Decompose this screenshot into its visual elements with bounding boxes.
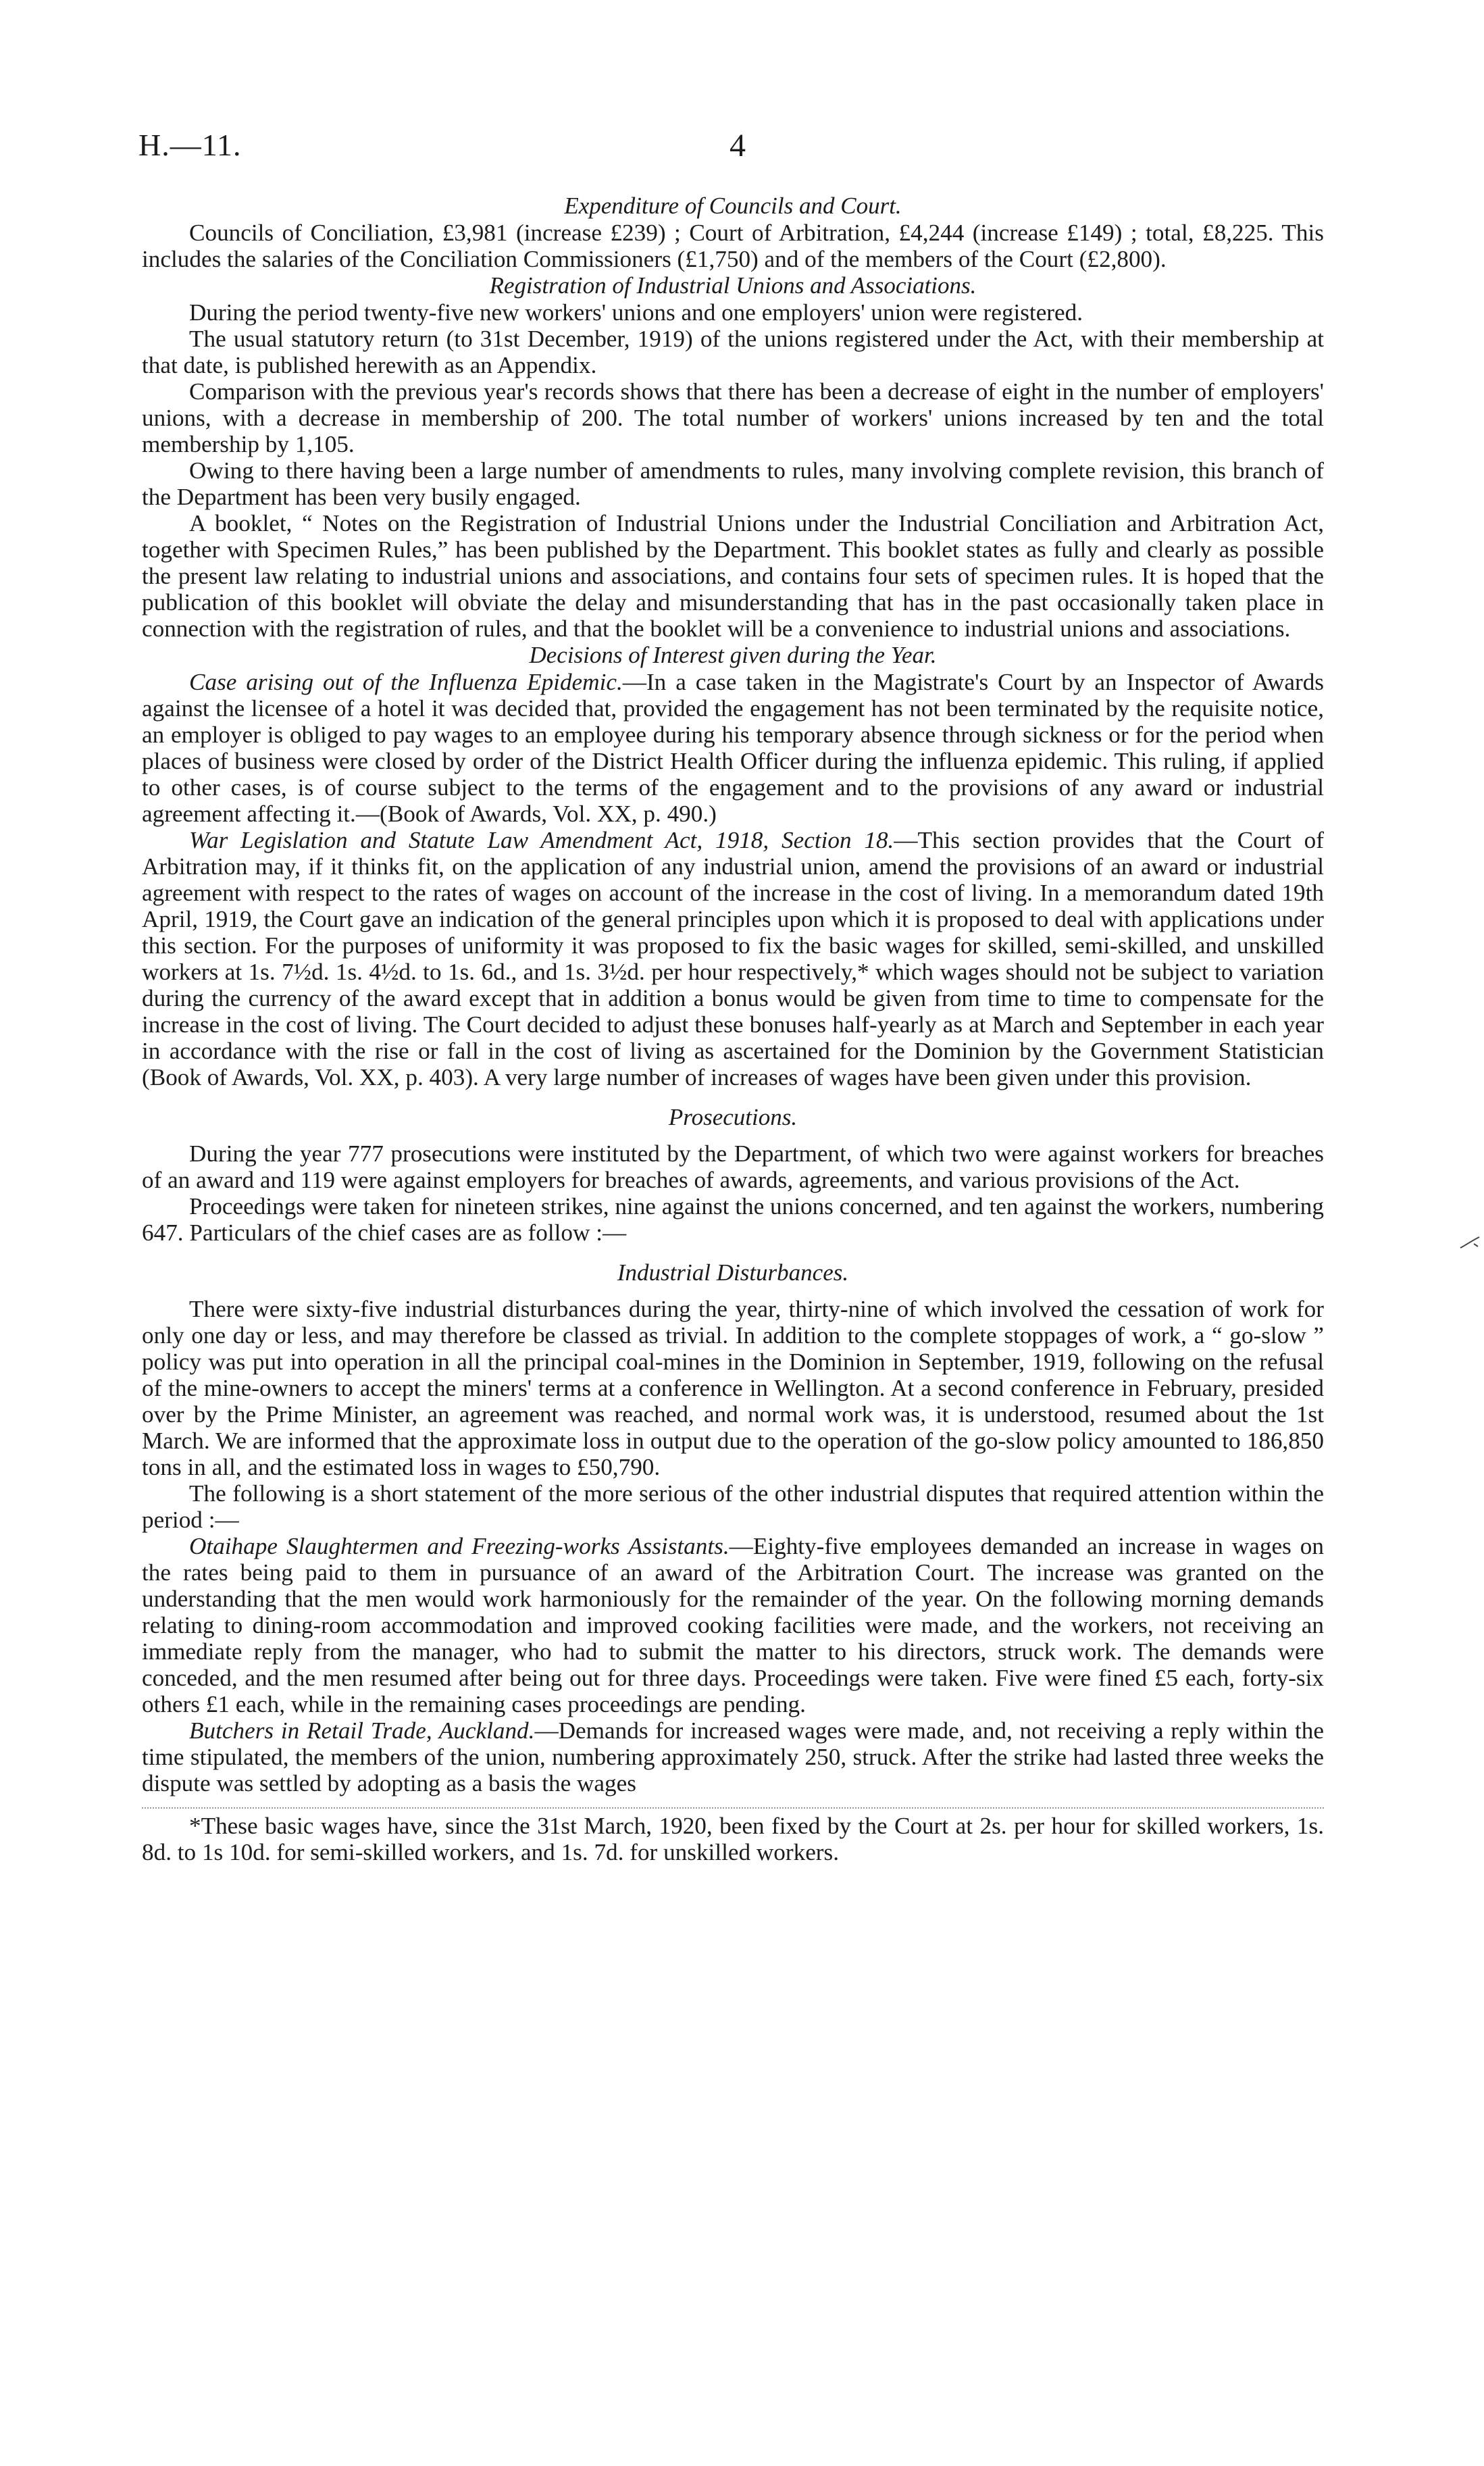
paragraph: Comparison with the previous year's records shows that there has been a decrease of eight in the number of employers' unions, with a decrease in membership of 200. The total number of workers' unions increased by ten and the total membership by 1,105. [142, 378, 1324, 457]
section-heading-decisions: Decisions of Interest given during the Year. [529, 642, 937, 668]
paragraph: During the period twenty-five new workers' unions and one employers' union were registered. [189, 299, 1083, 326]
paragraph [142, 1533, 1324, 1717]
paragraph: During the year 777 prosecutions were instituted by the Department, of which two were against workers for breaches of an award and 119 were against employers for breaches of awards, agreements, and various provisions of the Act. [142, 1140, 1324, 1193]
footnote-divider [142, 1807, 1324, 1809]
paragraph-text: —This section provides that the Court of Arbitration may, if it thinks fit, on the application of any industrial union, amend the provisions of an award or industrial agreement with respect to the rates of wages on account of the increase in the cost of living. In a memorandum dated 19th April, 1919, the Court gave an indication of the general principles upon which it is proposed to deal with applications under this section. For the purposes of uniformity it was proposed to fix the basic wages for skilled, semi-skilled, and unskilled workers at 1s. 7½d. 1s. 4½d. to 1s. 6d., and 1s. 3½d. per hour respectively,* which wages should not be subject to variation during the currency of the award except that in addition a bonus would be given from time to time to compensate for the increase in the cost of living. The Court decided to adjust these bonuses half-yearly as at March and September in each year in accordance with the rise or fall in the cost of living as ascertained for the Dominion by the Government Statistician (Book of Awards, Vol. XX, p. 403). A very large number of increases of wages have been given under this provision. [142, 827, 1324, 1090]
page-number: 4 [730, 128, 746, 163]
paragraph-lead: Case arising out of the Influenza Epidemic. [189, 669, 623, 695]
page-body [142, 193, 1324, 1865]
paragraph: The following is a short statement of the more serious of the other industrial disputes that required attention within the period :— [142, 1480, 1324, 1533]
paragraph: Councils of Conciliation, £3,981 (increase £239) ; Court of Arbitration, £4,244 (increase £149) ; total, £8,225. This includes the salaries of the Conciliation Commissioners (£1,750) and of the members of the Court (£2,800). [142, 220, 1324, 272]
paragraph-lead: Butchers in Retail Trade, Auckland. [189, 1717, 535, 1744]
document-reference: H.—11. [138, 128, 242, 162]
paragraph-text: —Eighty-five employees demanded an increase in wages on the rates being paid to them in pursuance of an award of the Arbitration Court. The increase was granted on the understanding that the men would work harmoniously for the remainder of the year. On the following morning demands relating to dining-room accommodation and improved cooking facilities were made, and the workers, not receiving an immediate reply from the manager, who had to submit the matter to his directors, struck work. The demands were conceded, and the men resumed after being out for three days. Proceedings were taken. Five were fined £5 each, forty-six others £1 each, while in the remaining cases proceedings are pending. [142, 1533, 1324, 1717]
paragraph-lead: War Legislation and Statute Law Amendment Act, 1918, Section 18. [189, 827, 894, 853]
paragraph: Proceedings were taken for nineteen strikes, nine against the unions concerned, and ten against the workers, numbering 647. Particulars of the chief cases are as follow :— [142, 1193, 1324, 1246]
paragraph [142, 669, 1324, 827]
section-heading-prosecutions: Prosecutions. [668, 1104, 798, 1130]
paragraph-lead: Otaihape Slaughtermen and Freezing-works Assistants. [189, 1533, 730, 1559]
margin-mark-icon [1458, 1233, 1482, 1252]
paragraph [142, 827, 1324, 1090]
paragraph-text: —In a case taken in the Magistrate's Court by an Inspector of Awards against the licensee of a hotel it was decided that, provided the engagement has not been terminated by the requisite notice, an employer is obliged to pay wages to an employee during his temporary absence through sickness or for the period when places of business were closed by order of the District Health Officer during the influenza epidemic. This ruling, if applied to other cases, is of course subject to the terms of the engagement and to the provisions of any award or industrial agreement affecting it.—(Book of Awards, Vol. XX, p. 490.) [142, 669, 1324, 827]
section-heading-registration: Registration of Industrial Unions and Associations. [489, 272, 977, 299]
paragraph: A booklet, “ Notes on the Registration of Industrial Unions under the Industrial Conciliation and Arbitration Act, together with Specimen Rules,” has been published by the Department. This booklet states as fully and clearly as possible the present law relating to industrial unions and associations, and contains four sets of specimen rules. It is hoped that the publication of this booklet will obviate the delay and misunderstanding that has in the past occasionally taken place in connection with the registration of rules, and that the booklet will be a convenience to industrial unions and associations. [142, 510, 1324, 642]
section-heading-disturbances: Industrial Disturbances. [617, 1259, 849, 1286]
paragraph: Owing to there having been a large number of amendments to rules, many involving complete revision, this branch of the Department has been very busily engaged. [142, 457, 1324, 510]
paragraph-text: —Demands for increased wages were made, and, not receiving a reply within the time stipulated, the members of the union, numbering approximately 250, struck. After the strike had lasted three weeks the dispute was settled by adopting as a basis the wages [142, 1717, 1325, 1796]
section-heading-expenditure: Expenditure of Councils and Court. [564, 193, 902, 219]
paragraph: The usual statutory return (to 31st December, 1919) of the unions registered under the Act, with their membership at that date, is published herewith as an Appendix. [142, 326, 1324, 378]
paragraph: There were sixty-five industrial disturbances during the year, thirty-nine of which involved the cessation of work for only one day or less, and may therefore be classed as trivial. In addition to the complete stoppages of work, a “ go-slow ” policy was put into operation in all the principal coal-mines in the Dominion in September, 1919, following on the refusal of the mine-owners to accept the miners' terms at a conference in Wellington. At a second conference in February, presided over by the Prime Minister, an agreement was reached, and normal work was, it is understood, resumed about the 1st March. We are informed that the approximate loss in output due to the operation of the go-slow policy amounted to 186,850 tons in all, and the estimated loss in wages to £50,790. [142, 1296, 1324, 1480]
paragraph [142, 1717, 1324, 1796]
footnote: *These basic wages have, since the 31st March, 1920, been fixed by the Court at 2s. per hour for skilled workers, 1s. 8d. to 1s 10d. for semi-skilled workers, and 1s. 7d. for unskilled workers. [142, 1813, 1324, 1865]
